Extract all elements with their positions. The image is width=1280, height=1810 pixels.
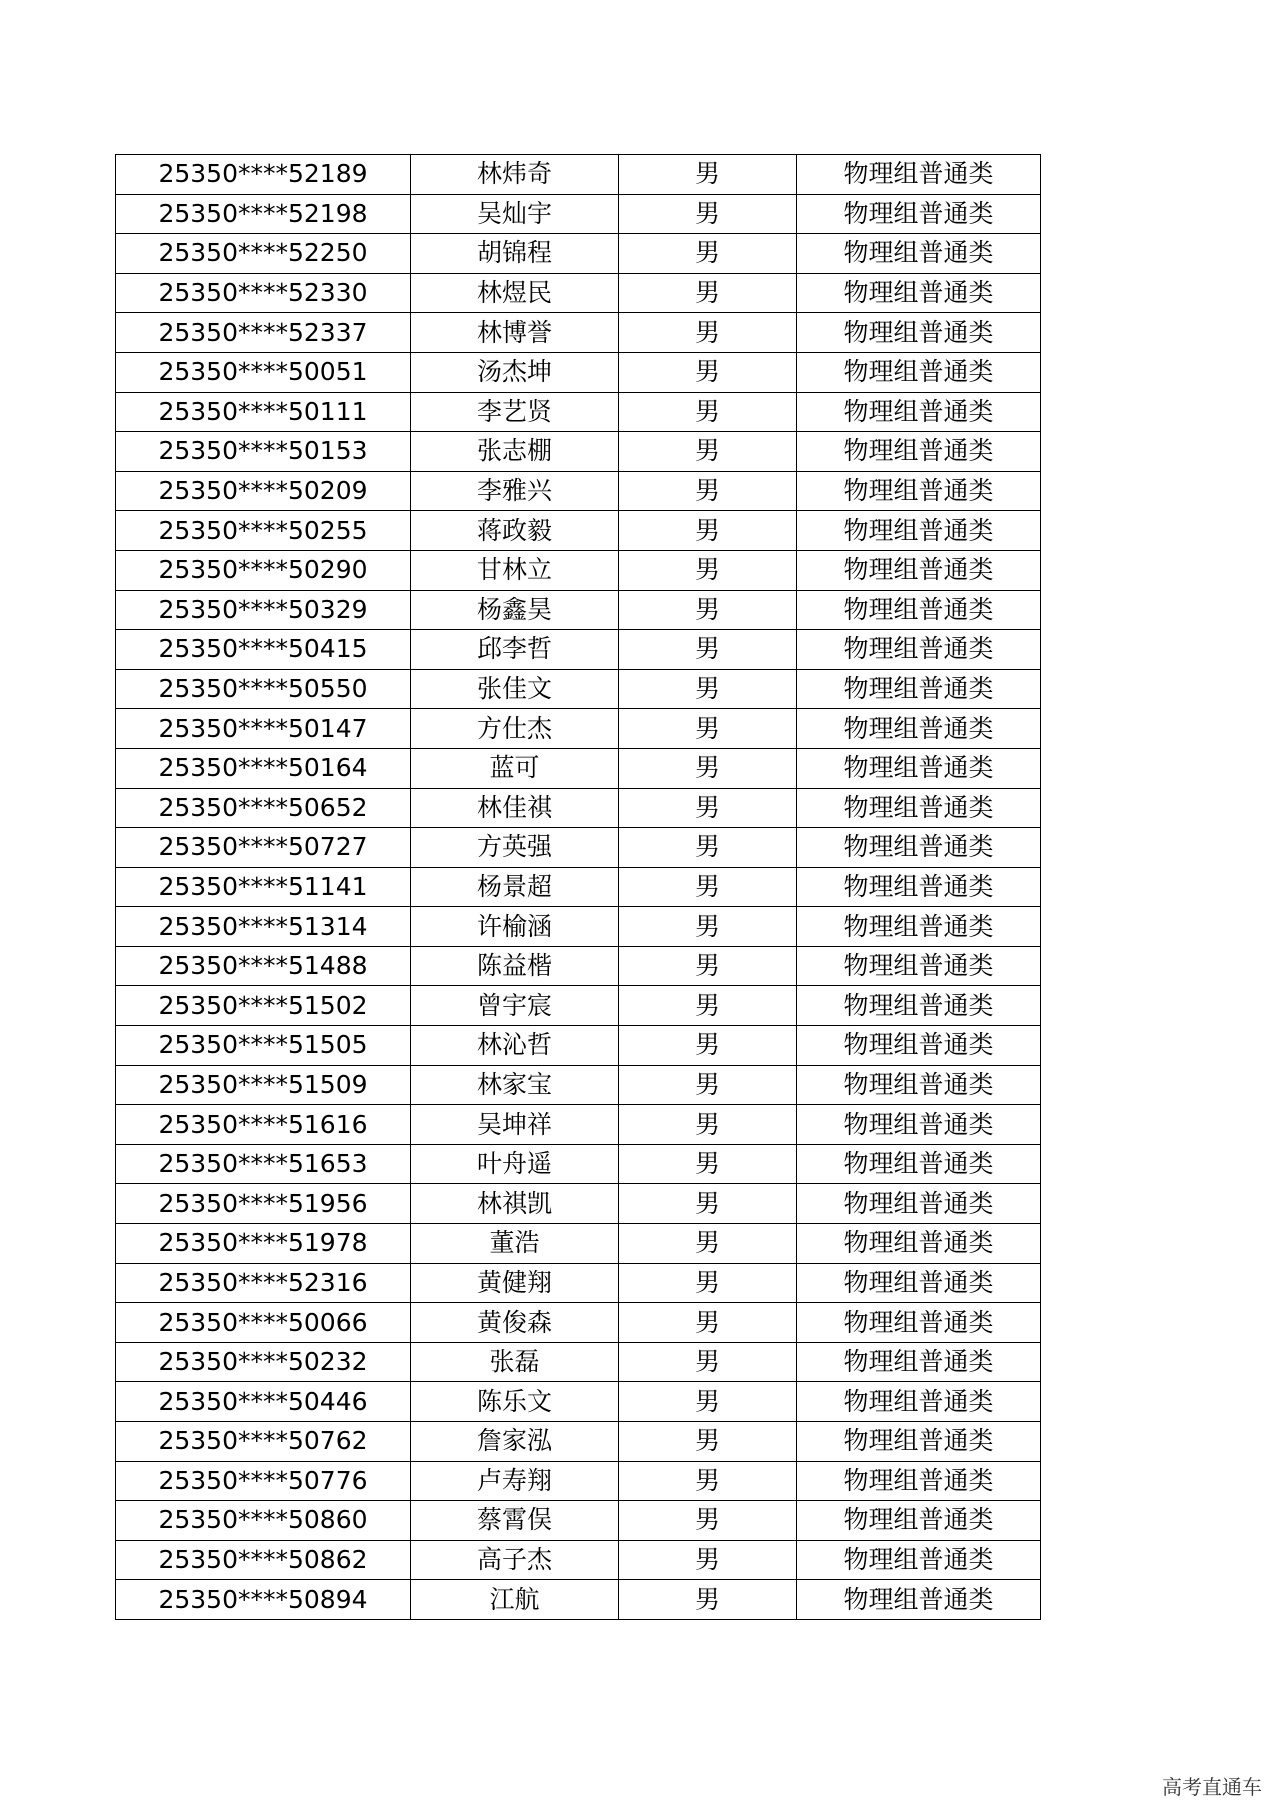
candidate-id-cell: 25350****50232 <box>116 1342 411 1382</box>
student-name-cell: 张佳文 <box>411 669 619 709</box>
gender-cell: 男 <box>619 590 797 630</box>
gender-cell: 男 <box>619 432 797 472</box>
student-name-cell: 张磊 <box>411 1342 619 1382</box>
candidate-id-cell: 25350****51653 <box>116 1144 411 1184</box>
student-roster-table <box>115 154 1041 1620</box>
student-name-cell: 李雅兴 <box>411 471 619 511</box>
table-row <box>116 511 1041 551</box>
candidate-id-cell: 25350****50164 <box>116 748 411 788</box>
candidate-id-cell: 25350****50862 <box>116 1540 411 1580</box>
gender-cell: 男 <box>619 867 797 907</box>
candidate-id-cell: 25350****52250 <box>116 234 411 274</box>
table-row <box>116 748 1041 788</box>
candidate-id-cell: 25350****51616 <box>116 1105 411 1145</box>
category-cell: 物理组普通类 <box>797 1105 1041 1145</box>
candidate-id-cell: 25350****50209 <box>116 471 411 511</box>
student-name-cell: 高子杰 <box>411 1540 619 1580</box>
gender-cell: 男 <box>619 669 797 709</box>
student-name-cell: 林祺凯 <box>411 1184 619 1224</box>
table-row <box>116 907 1041 947</box>
category-cell: 物理组普通类 <box>797 1382 1041 1422</box>
table-row <box>116 1065 1041 1105</box>
gender-cell: 男 <box>619 1105 797 1145</box>
candidate-id-cell: 25350****50153 <box>116 432 411 472</box>
gender-cell: 男 <box>619 511 797 551</box>
category-cell: 物理组普通类 <box>797 392 1041 432</box>
candidate-id-cell: 25350****50290 <box>116 550 411 590</box>
student-name-cell: 蓝可 <box>411 748 619 788</box>
category-cell: 物理组普通类 <box>797 709 1041 749</box>
category-cell: 物理组普通类 <box>797 471 1041 511</box>
category-cell: 物理组普通类 <box>797 155 1041 195</box>
student-name-cell: 董浩 <box>411 1224 619 1264</box>
category-cell: 物理组普通类 <box>797 590 1041 630</box>
gender-cell: 男 <box>619 550 797 590</box>
candidate-id-cell: 25350****52330 <box>116 273 411 313</box>
gender-cell: 男 <box>619 392 797 432</box>
category-cell: 物理组普通类 <box>797 550 1041 590</box>
category-cell: 物理组普通类 <box>797 273 1041 313</box>
category-cell: 物理组普通类 <box>797 748 1041 788</box>
candidate-id-cell: 25350****50329 <box>116 590 411 630</box>
category-cell: 物理组普通类 <box>797 1580 1041 1620</box>
gender-cell: 男 <box>619 155 797 195</box>
category-cell: 物理组普通类 <box>797 313 1041 353</box>
candidate-id-cell: 25350****51509 <box>116 1065 411 1105</box>
student-name-cell: 林博誉 <box>411 313 619 353</box>
table-row <box>116 709 1041 749</box>
table-row <box>116 550 1041 590</box>
student-name-cell: 林炜奇 <box>411 155 619 195</box>
category-cell: 物理组普通类 <box>797 986 1041 1026</box>
student-name-cell: 方仕杰 <box>411 709 619 749</box>
student-name-cell: 甘林立 <box>411 550 619 590</box>
category-cell: 物理组普通类 <box>797 946 1041 986</box>
student-name-cell: 李艺贤 <box>411 392 619 432</box>
table-row <box>116 1422 1041 1462</box>
category-cell: 物理组普通类 <box>797 234 1041 274</box>
gender-cell: 男 <box>619 748 797 788</box>
student-name-cell: 陈益楷 <box>411 946 619 986</box>
table-row <box>116 1580 1041 1620</box>
candidate-id-cell: 25350****51505 <box>116 1026 411 1066</box>
candidate-id-cell: 25350****50051 <box>116 352 411 392</box>
table-row <box>116 1026 1041 1066</box>
table-row <box>116 471 1041 511</box>
category-cell: 物理组普通类 <box>797 669 1041 709</box>
candidate-id-cell: 25350****52316 <box>116 1263 411 1303</box>
gender-cell: 男 <box>619 194 797 234</box>
gender-cell: 男 <box>619 709 797 749</box>
candidate-id-cell: 25350****52189 <box>116 155 411 195</box>
student-name-cell: 黄俊森 <box>411 1303 619 1343</box>
table-row <box>116 432 1041 472</box>
category-cell: 物理组普通类 <box>797 1144 1041 1184</box>
candidate-id-cell: 25350****50147 <box>116 709 411 749</box>
gender-cell: 男 <box>619 471 797 511</box>
table-row <box>116 867 1041 907</box>
category-cell: 物理组普通类 <box>797 867 1041 907</box>
table-row <box>116 788 1041 828</box>
table-row <box>116 194 1041 234</box>
table-row <box>116 313 1041 353</box>
gender-cell: 男 <box>619 1184 797 1224</box>
gender-cell: 男 <box>619 986 797 1026</box>
gender-cell: 男 <box>619 1580 797 1620</box>
candidate-id-cell: 25350****52198 <box>116 194 411 234</box>
candidate-id-cell: 25350****50550 <box>116 669 411 709</box>
candidate-id-cell: 25350****50762 <box>116 1422 411 1462</box>
gender-cell: 男 <box>619 1224 797 1264</box>
student-name-cell: 曾宇宸 <box>411 986 619 1026</box>
table-row <box>116 1501 1041 1541</box>
gender-cell: 男 <box>619 1501 797 1541</box>
watermark-text: 高考直通车 <box>1162 1775 1262 1799</box>
category-cell: 物理组普通类 <box>797 1501 1041 1541</box>
candidate-id-cell: 25350****50066 <box>116 1303 411 1343</box>
gender-cell: 男 <box>619 1026 797 1066</box>
table-row <box>116 273 1041 313</box>
student-name-cell: 叶舟遥 <box>411 1144 619 1184</box>
category-cell: 物理组普通类 <box>797 1263 1041 1303</box>
gender-cell: 男 <box>619 1422 797 1462</box>
candidate-id-cell: 25350****51488 <box>116 946 411 986</box>
student-name-cell: 林煜民 <box>411 273 619 313</box>
student-name-cell: 林家宝 <box>411 1065 619 1105</box>
gender-cell: 男 <box>619 313 797 353</box>
category-cell: 物理组普通类 <box>797 511 1041 551</box>
candidate-id-cell: 25350****50894 <box>116 1580 411 1620</box>
gender-cell: 男 <box>619 1382 797 1422</box>
table-row <box>116 1105 1041 1145</box>
table-row <box>116 1224 1041 1264</box>
student-name-cell: 林佳祺 <box>411 788 619 828</box>
student-name-cell: 杨景超 <box>411 867 619 907</box>
student-name-cell: 胡锦程 <box>411 234 619 274</box>
category-cell: 物理组普通类 <box>797 1540 1041 1580</box>
table-row <box>116 155 1041 195</box>
table-row <box>116 1144 1041 1184</box>
candidate-id-cell: 25350****51956 <box>116 1184 411 1224</box>
table-row <box>116 392 1041 432</box>
category-cell: 物理组普通类 <box>797 194 1041 234</box>
table-row <box>116 234 1041 274</box>
gender-cell: 男 <box>619 1263 797 1303</box>
category-cell: 物理组普通类 <box>797 1303 1041 1343</box>
category-cell: 物理组普通类 <box>797 1422 1041 1462</box>
category-cell: 物理组普通类 <box>797 630 1041 670</box>
student-name-cell: 吴坤祥 <box>411 1105 619 1145</box>
category-cell: 物理组普通类 <box>797 907 1041 947</box>
student-name-cell: 江航 <box>411 1580 619 1620</box>
category-cell: 物理组普通类 <box>797 432 1041 472</box>
student-name-cell: 詹家泓 <box>411 1422 619 1462</box>
candidate-id-cell: 25350****51314 <box>116 907 411 947</box>
gender-cell: 男 <box>619 234 797 274</box>
gender-cell: 男 <box>619 630 797 670</box>
gender-cell: 男 <box>619 1065 797 1105</box>
table-row <box>116 828 1041 868</box>
gender-cell: 男 <box>619 273 797 313</box>
gender-cell: 男 <box>619 1342 797 1382</box>
category-cell: 物理组普通类 <box>797 1342 1041 1382</box>
table-row <box>116 630 1041 670</box>
category-cell: 物理组普通类 <box>797 828 1041 868</box>
student-name-cell: 蒋政毅 <box>411 511 619 551</box>
candidate-id-cell: 25350****50111 <box>116 392 411 432</box>
candidate-id-cell: 25350****51502 <box>116 986 411 1026</box>
category-cell: 物理组普通类 <box>797 1461 1041 1501</box>
candidate-id-cell: 25350****50776 <box>116 1461 411 1501</box>
table-row <box>116 1342 1041 1382</box>
candidate-id-cell: 25350****52337 <box>116 313 411 353</box>
category-cell: 物理组普通类 <box>797 1065 1041 1105</box>
table-row <box>116 1184 1041 1224</box>
roster-body <box>116 155 1041 1620</box>
student-name-cell: 邱李哲 <box>411 630 619 670</box>
table-row <box>116 1303 1041 1343</box>
candidate-id-cell: 25350****51978 <box>116 1224 411 1264</box>
gender-cell: 男 <box>619 1144 797 1184</box>
candidate-id-cell: 25350****50415 <box>116 630 411 670</box>
student-name-cell: 杨鑫昊 <box>411 590 619 630</box>
category-cell: 物理组普通类 <box>797 788 1041 828</box>
category-cell: 物理组普通类 <box>797 1184 1041 1224</box>
table-row <box>116 1382 1041 1422</box>
table-row <box>116 1263 1041 1303</box>
gender-cell: 男 <box>619 1540 797 1580</box>
gender-cell: 男 <box>619 1461 797 1501</box>
gender-cell: 男 <box>619 1303 797 1343</box>
candidate-id-cell: 25350****50255 <box>116 511 411 551</box>
table-row <box>116 352 1041 392</box>
student-name-cell: 黄健翔 <box>411 1263 619 1303</box>
table-row <box>116 590 1041 630</box>
student-name-cell: 汤杰坤 <box>411 352 619 392</box>
student-name-cell: 张志棚 <box>411 432 619 472</box>
student-name-cell: 卢寿翔 <box>411 1461 619 1501</box>
student-name-cell: 陈乐文 <box>411 1382 619 1422</box>
table-row <box>116 669 1041 709</box>
student-name-cell: 许榆涵 <box>411 907 619 947</box>
student-name-cell: 吴灿宇 <box>411 194 619 234</box>
student-name-cell: 林沁哲 <box>411 1026 619 1066</box>
candidate-id-cell: 25350****50652 <box>116 788 411 828</box>
table-row <box>116 946 1041 986</box>
category-cell: 物理组普通类 <box>797 1026 1041 1066</box>
category-cell: 物理组普通类 <box>797 1224 1041 1264</box>
gender-cell: 男 <box>619 907 797 947</box>
gender-cell: 男 <box>619 946 797 986</box>
category-cell: 物理组普通类 <box>797 352 1041 392</box>
table-row <box>116 986 1041 1026</box>
candidate-id-cell: 25350****50727 <box>116 828 411 868</box>
candidate-id-cell: 25350****51141 <box>116 867 411 907</box>
gender-cell: 男 <box>619 352 797 392</box>
candidate-id-cell: 25350****50446 <box>116 1382 411 1422</box>
student-name-cell: 方英强 <box>411 828 619 868</box>
gender-cell: 男 <box>619 828 797 868</box>
table-row <box>116 1540 1041 1580</box>
gender-cell: 男 <box>619 788 797 828</box>
table-row <box>116 1461 1041 1501</box>
candidate-id-cell: 25350****50860 <box>116 1501 411 1541</box>
student-name-cell: 蔡霄俣 <box>411 1501 619 1541</box>
